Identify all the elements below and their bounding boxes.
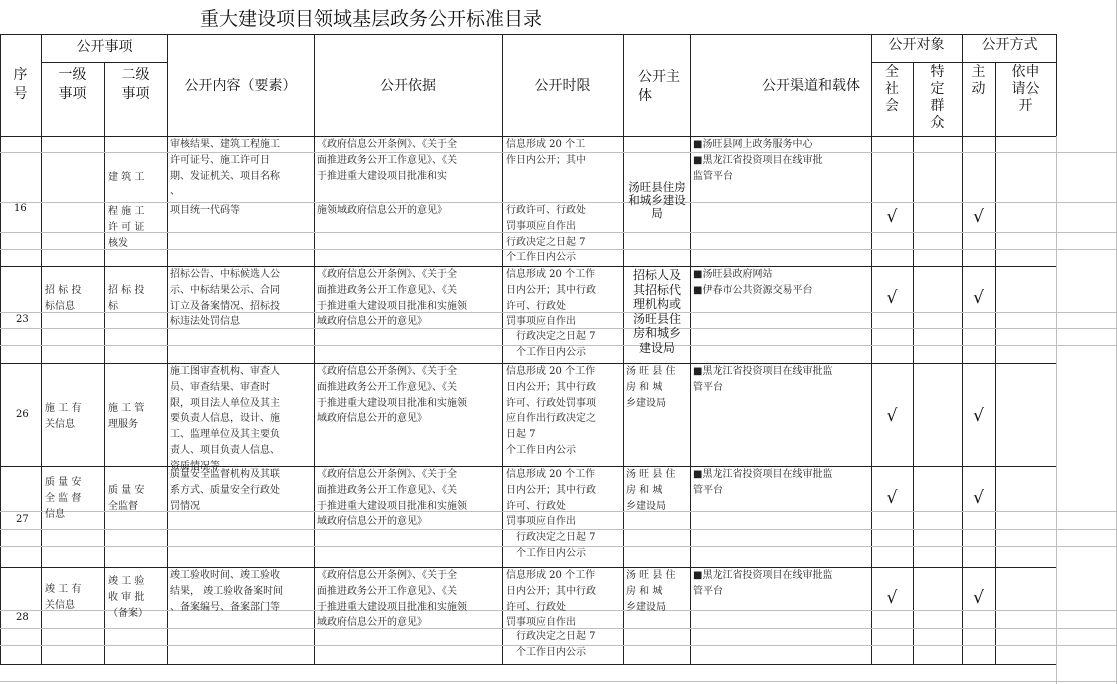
row-content: 项目统一代码等: [170, 205, 240, 216]
row-channel: ■黑龙江省投资项目在线审批监 管平台: [693, 469, 833, 496]
row-subject: 招标人及 其招标代 理机构或 汤旺县住 房和城乡 建设局: [632, 268, 681, 355]
header-content: 公开内容（要素）: [184, 78, 297, 94]
header-target-all: 全 社 会: [885, 64, 899, 114]
row-seq: 23: [16, 314, 29, 325]
row-channel: ■黑龙江省投资项目在线审批监 管平台: [693, 570, 833, 597]
header-target: 公开对象: [888, 37, 945, 53]
row-content: 招标公告、中标候选人公 示、中标结果公示、合同 订立及备案情况、招标投 标违法处罚信息: [170, 269, 280, 328]
check-target-all: √: [886, 406, 898, 426]
row-level2: 质 量 安 全监督: [108, 485, 145, 512]
check-target-all: √: [886, 288, 898, 308]
row-level2: 程 施 工 许 可 证 核发: [108, 206, 145, 249]
row-level1: 竣 工 有 关信息: [45, 584, 82, 611]
check-target-all: √: [886, 207, 898, 227]
row-content: 施工图审查机构、审查人 员、审查结果、审查时 限，项目法人单位及其主 要负责人信息，设计、施 工、监理单位及其主要负 责人、项目负责人信息、 资质情况等: [170, 366, 280, 472]
row-time: 信息形成 20 个工 作日内公开；其中: [506, 139, 586, 166]
row-basis: 《政府信息公开条例》、《关于全 面推进政务公开工作意见》、《关 于推进重大建设项目批准和实施领 域政府信息公开的意见》: [317, 269, 467, 328]
row-time: 行政决定之日起 7 个工作日内公示: [516, 331, 596, 358]
row-basis: 施领域政府信息公开的意见》: [317, 205, 447, 216]
row-level2: 竣 工 验 收 审 批 （备案）: [108, 576, 148, 619]
row-content: 竣工验收时间、竣工验收 结果， 竣工验收备案时间 、备案编号、备案部门等: [170, 570, 284, 613]
row-basis: 《政府信息公开条例》、《关于全 面推进政务公开工作意见》、《关 于推进重大建设项目批准和实施领 域政府信息公开的意见》: [317, 570, 467, 629]
row-channel: ■汤旺县网上政务服务中心 ■黑龙江省投资项目在线审批 监管平台: [693, 139, 823, 182]
check-target-all: √: [886, 588, 898, 608]
row-time: 信息形成 20 个工作 日内公开；其中行政 许可、行政处 罚事项应自作出: [506, 570, 596, 629]
header-method-request: 依申 请公 开: [1011, 64, 1040, 114]
row-seq: 26: [16, 409, 29, 420]
header-method-active: 主 动: [971, 64, 986, 97]
header-basis: 公开依据: [380, 78, 436, 94]
row-seq: 28: [16, 612, 29, 623]
header-subject: 公开主 体: [638, 69, 680, 104]
row-time: 行政决定之日起 7 个工作日内公示: [516, 631, 596, 658]
row-seq: 16: [14, 203, 27, 214]
check-target-all: √: [886, 488, 898, 508]
check-method-active: √: [973, 588, 984, 608]
row-channel: ■汤旺县政府网站 ■伊春市公共资源交易平台: [693, 269, 813, 296]
row-basis: 《政府信息公开条例》、《关于全 面推进政务公开工作意见》、《关 于推进重大建设项目批准和实施领 域政府信息公开的意见》: [317, 469, 467, 528]
row-level2: 招 标 投 标: [108, 285, 145, 312]
header-level2: 二级 事项: [121, 67, 150, 102]
header-target-specific: 特 定 群 众: [930, 64, 945, 131]
check-method-active: √: [973, 406, 984, 426]
check-method-active: √: [973, 207, 984, 227]
row-level1: 施 工 有 关信息: [45, 403, 82, 430]
row-basis: 《政府信息公开条例》、《关于全 面推进政务公开工作意见》、《关 于推进重大建设项目批准和实: [317, 139, 457, 182]
header-method: 公开方式: [981, 37, 1038, 53]
row-subject: 汤 旺 县 住 房 和 城 乡建设局: [626, 469, 676, 512]
row-subject: 汤 旺 县 住 房 和 城 乡建设局: [626, 570, 676, 613]
row-subject: 汤 旺 县 住 房 和 城 乡建设局: [626, 366, 676, 409]
row-content: 审核结果、建筑工程施工 许可证号、施工许可日 期、发证机关、项目名称 、: [170, 139, 280, 198]
row-content: 质量安全监督机构及其联 系方式、质量安全行政处 罚情况: [170, 469, 280, 512]
row-seq: 27: [16, 514, 29, 525]
row-time: 行政决定之日起 7 个工作日内公示: [516, 532, 596, 559]
header-level1: 一级 事项: [58, 67, 87, 102]
page-title: 重大建设项目领域基层政务公开标准目录: [200, 8, 543, 30]
row-time: 信息形成 20 个工作 日内公开；其中行政 许可、行政处 罚事项应自作出: [506, 269, 596, 328]
header-seq: 序 号: [13, 67, 28, 102]
row-level1: 质 量 安 全 监 督 信息: [45, 477, 82, 520]
row-time: 行政许可、行政处 罚事项应自作出 行政决定之日起 7 个工作日内公示: [506, 205, 586, 264]
header-channel: 公开渠道和载体: [762, 78, 860, 94]
header-time-limit: 公开时限: [534, 78, 591, 94]
row-level2: 建 筑 工: [108, 172, 145, 183]
row-level1: 招 标 投 标信息: [45, 285, 82, 312]
check-method-active: √: [973, 288, 984, 308]
check-method-active: √: [973, 488, 984, 508]
row-time: 信息形成 20 个工作 日内公开；其中行政 许可、行政处 罚事项应自作出: [506, 469, 596, 528]
row-basis: 《政府信息公开条例》、《关于全 面推进政务公开工作意见》、《关 于推进重大建设项目批准和实施领 域政府信息公开的意见》: [317, 366, 467, 425]
header-public-items: 公开事项: [76, 39, 133, 55]
row-level2: 施 工 管 理服务: [108, 403, 145, 430]
row-time: 信息形成 20 个工作 日内公开；其中行政 许可、行政处罚事项 应自作出行政决定之 日起 7 个工作日内公示: [506, 366, 596, 456]
row-subject: 汤旺县住房 和城乡建设 局: [628, 181, 686, 220]
row-channel: ■黑龙江省投资项目在线审批监 管平台: [693, 366, 833, 393]
